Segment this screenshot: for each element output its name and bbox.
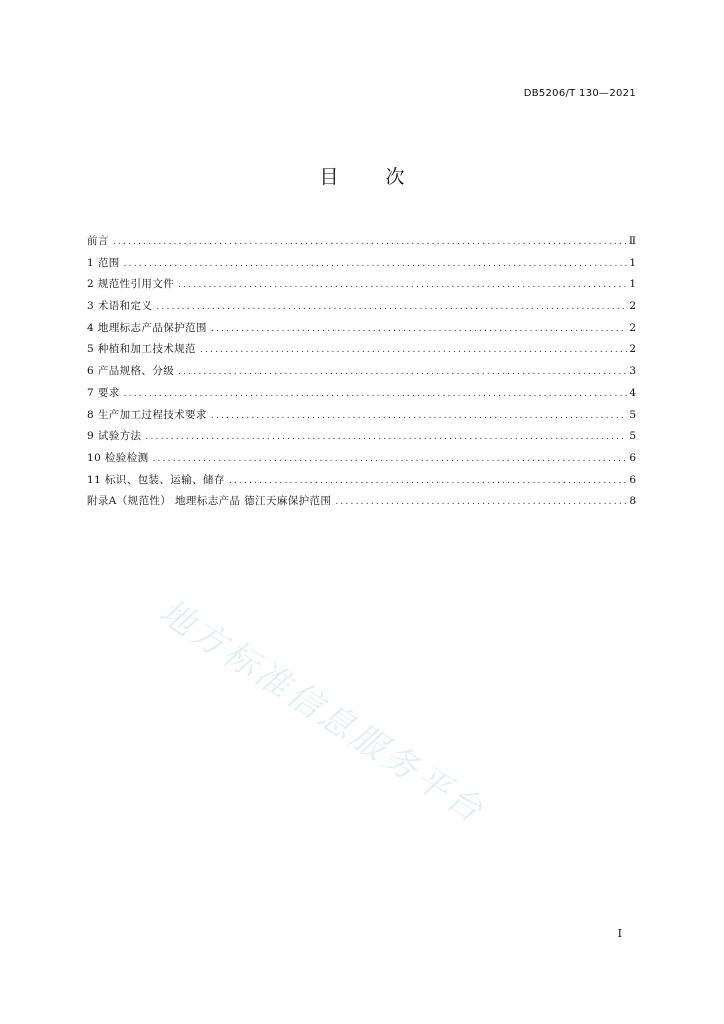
toc-leader-dots	[335, 497, 627, 507]
toc-entry-label: 11 标识、包装、运输、储存	[87, 473, 225, 486]
toc-entry-page: 1	[629, 278, 636, 291]
toc-entry-page: 5	[629, 430, 636, 443]
toc-entry-page: 1	[629, 256, 636, 269]
toc-entry-label: 6 产品规格、分级	[87, 365, 175, 378]
toc-entry-label: 前言	[87, 235, 109, 247]
toc-entry-label: 3 术语和定义	[87, 300, 153, 313]
toc-entry-label: 7 要求	[87, 386, 120, 399]
toc-entry-test-methods[interactable]	[87, 428, 636, 450]
toc-leader-dots	[211, 324, 627, 334]
toc-entry-label: 2 规范性引用文件	[87, 278, 175, 291]
toc-entry-page: 8	[629, 495, 636, 508]
toc-entry-label: 附录A（规范性） 地理标志产品 德江天麻保护范围	[87, 495, 332, 508]
toc-entry-label: 8 生产加工过程技术要求	[87, 408, 207, 421]
toc-leader-dots	[153, 454, 628, 464]
toc-entry-production-requirements[interactable]	[87, 407, 636, 429]
toc-leader-dots	[211, 411, 627, 421]
page-title: 目 次	[319, 166, 419, 188]
table-of-contents	[87, 233, 636, 515]
toc-leader-dots	[124, 389, 628, 399]
toc-entry-protection-range[interactable]	[87, 320, 636, 342]
toc-entry-inspection[interactable]	[87, 450, 636, 472]
watermark: 地方标准信息服务平台	[151, 591, 493, 833]
toc-entry-labeling-packaging[interactable]	[87, 472, 636, 494]
toc-entry-page: 2	[629, 300, 636, 313]
standard-number: DB5206/T 130—2021	[523, 88, 636, 99]
toc-entry-label: 5 种植和加工技术规范	[87, 343, 196, 356]
toc-entry-label: 1 范围	[87, 256, 120, 269]
toc-entry-requirements[interactable]	[87, 385, 636, 407]
toc-entry-page: 6	[629, 451, 636, 464]
toc-leader-dots	[178, 280, 627, 290]
toc-entry-specification-grading[interactable]	[87, 363, 636, 385]
toc-leader-dots	[178, 367, 627, 377]
toc-leader-dots	[156, 302, 627, 312]
toc-entry-label: 4 地理标志产品保护范围	[87, 321, 207, 334]
toc-entry-page: Ⅱ	[628, 235, 636, 247]
toc-entry-page: 2	[629, 321, 636, 334]
toc-leader-dots	[229, 476, 628, 486]
toc-entry-scope[interactable]	[87, 255, 636, 277]
toc-entry-label: 10 检验检测	[87, 451, 149, 464]
toc-entry-cultivation-processing[interactable]	[87, 341, 636, 363]
toc-entry-label: 9 试验方法	[87, 430, 142, 443]
page-number: I	[617, 927, 622, 940]
toc-leader-dots	[200, 345, 627, 355]
toc-entry-page: 2	[629, 343, 636, 356]
toc-entry-normative-references[interactable]	[87, 276, 636, 298]
toc-entry-page: 3	[629, 365, 636, 378]
toc-entry-page: 4	[629, 386, 636, 399]
toc-entry-page: 5	[629, 408, 636, 421]
toc-leader-dots	[145, 432, 627, 442]
toc-entry-appendix-a[interactable]	[87, 493, 636, 515]
toc-leader-dots	[113, 237, 627, 247]
toc-leader-dots	[124, 259, 628, 269]
toc-entry-foreword[interactable]	[87, 233, 636, 255]
toc-entry-terms-definitions[interactable]	[87, 298, 636, 320]
toc-entry-page: 6	[629, 473, 636, 486]
